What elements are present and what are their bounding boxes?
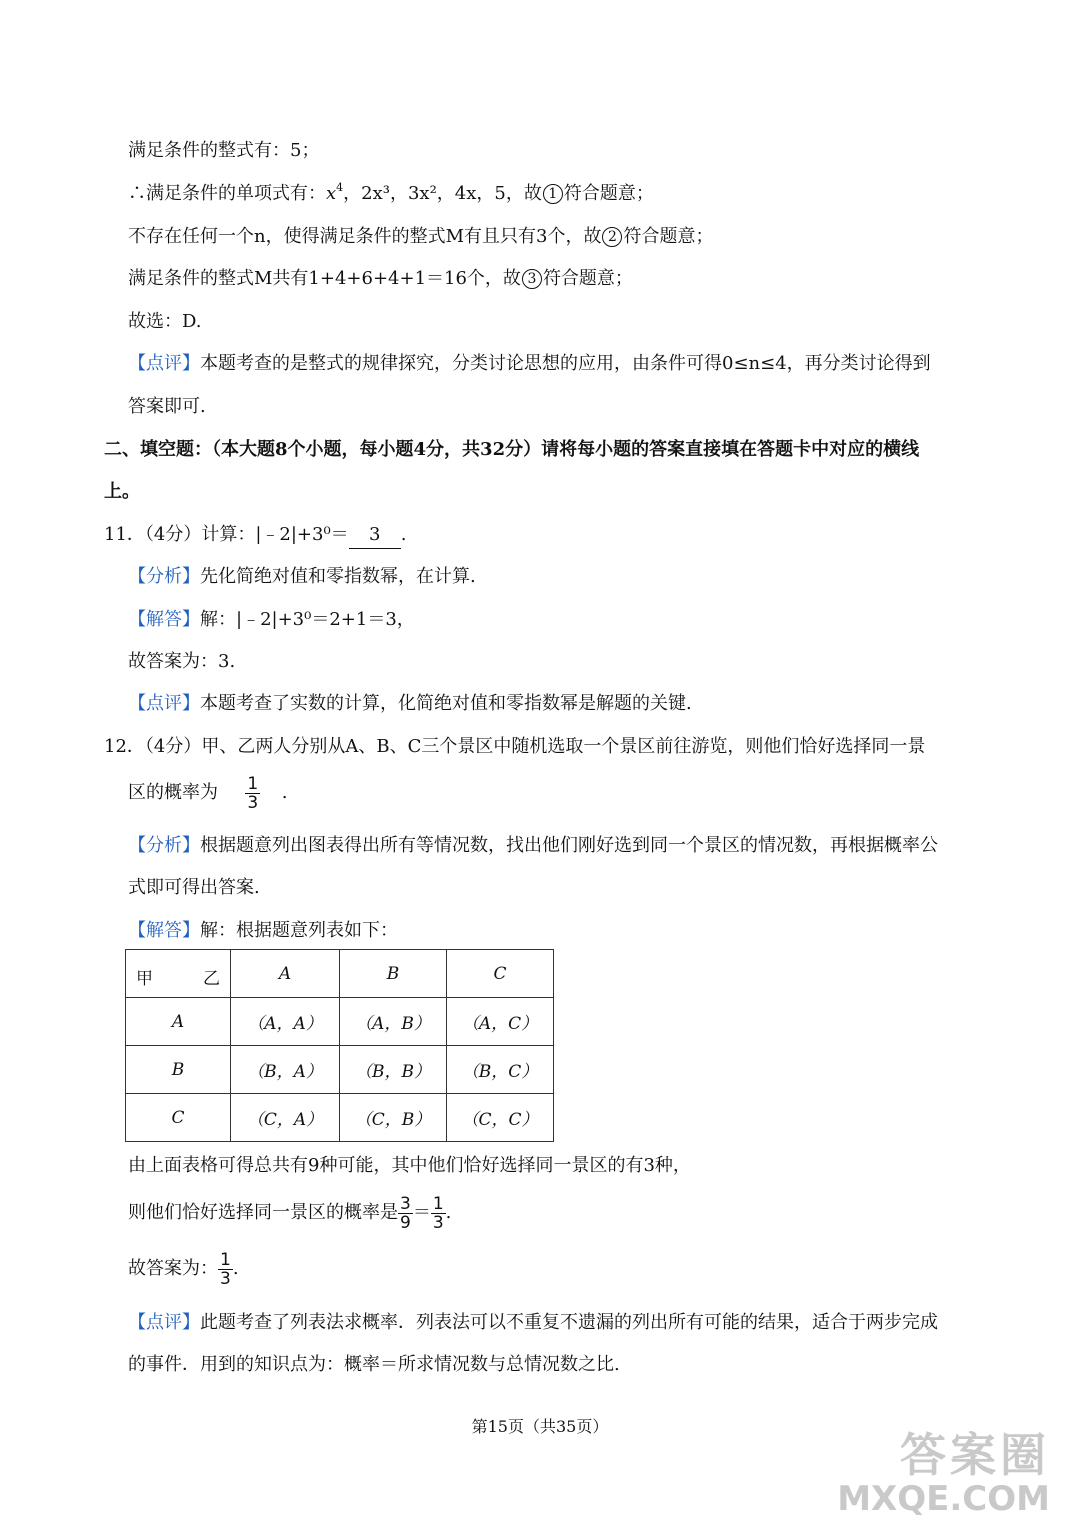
fraction xyxy=(245,775,260,812)
text-line: 故选：D. xyxy=(128,311,202,332)
text-span: 区的概率为 xyxy=(128,782,218,803)
page-footer: 第15页（共35页） xyxy=(471,1417,609,1436)
table-cell: （A，C） xyxy=(447,998,554,1046)
text-span: 本题考查的是整式的规律探究，分类讨论思想的应用，由条件可得0≤n≤4，再分类讨论得到 xyxy=(200,353,931,374)
text-span: 符合题意； xyxy=(623,226,714,247)
text-span: 符合题意； xyxy=(563,183,654,204)
text-span: 解：根据题意列表如下： xyxy=(200,920,398,941)
text-line: 式即可得出答案. xyxy=(128,877,260,898)
text-span: 符合题意； xyxy=(542,268,633,289)
denominator: 3 xyxy=(247,792,259,813)
solution-tag: 【解答】 xyxy=(128,609,200,630)
table-cell: （A，A） xyxy=(231,998,340,1046)
answer-blank xyxy=(224,772,282,814)
text-line: 则他们恰好选择同一景区的概率是 $\frac{3}{9}$ ＝ $\frac{1}{3}$ . xyxy=(128,1193,452,1233)
question-text: 11．（4分）计算：|﹣2|+3⁰＝ xyxy=(104,524,349,545)
row-header: C xyxy=(126,1094,231,1142)
table-cell: （B，C） xyxy=(447,1046,554,1094)
probability-table xyxy=(125,949,554,1142)
column-header: A xyxy=(231,950,340,998)
analysis-tag: 【分析】 xyxy=(128,835,200,856)
watermark-bottom: MXQE.COM xyxy=(837,1479,1050,1519)
corner-cell xyxy=(126,950,231,998)
text-line xyxy=(128,224,713,250)
comment-tag: 【点评】 xyxy=(128,693,200,714)
fraction xyxy=(431,1195,446,1232)
numerator: 3 xyxy=(400,1193,411,1214)
section-title: 二、填空题：（本大题8个小题，每小题4分，共32分）请将每小题的答案直接填在答题卡中对应的横线 xyxy=(104,439,920,460)
text-span: 此题考查了列表法求概率．列表法可以不重复不遗漏的列出所有可能的结果，适合于两步完成 xyxy=(200,1312,938,1333)
text-line: 故答案为： $\frac{1}{3}$ . xyxy=(128,1249,239,1289)
table-cell: （B，A） xyxy=(231,1046,340,1094)
text-span: ∴满足条件的单项式有： xyxy=(128,183,326,204)
table-row xyxy=(126,998,554,1046)
text-line xyxy=(128,266,633,292)
text-line: 由上面表格可得总共有9种可能，其中他们恰好选择同一景区的有3种， xyxy=(128,1155,691,1176)
text-span: 则他们恰好选择同一景区的概率是 xyxy=(128,1202,398,1223)
comment-line xyxy=(128,691,692,717)
question-12: 12．（4分）甲、乙两人分别从A、B、C三个景区中随机选取一个景区前往游览，则他们恰好选择同一景 xyxy=(104,736,926,757)
text-span: 解：|﹣2|+3⁰＝2+1＝3， xyxy=(200,609,415,630)
text-line: 的事件．用到的知识点为：概率＝所求情况数与总情况数之比. xyxy=(128,1354,620,1375)
table-row xyxy=(126,1046,554,1094)
text-line: 满足条件的整式有：5； xyxy=(128,140,320,161)
table-header-row xyxy=(126,950,554,998)
text-span: 根据题意列出图表得出所有等情况数，找出他们刚好选到同一个景区的情况数，再根据概率公 xyxy=(200,835,938,856)
circled-number: 3 xyxy=(522,269,542,289)
header-right: 乙 xyxy=(203,969,220,989)
row-header: A xyxy=(126,998,231,1046)
analysis-line xyxy=(128,564,476,590)
fraction xyxy=(398,1195,413,1232)
denominator: 9 xyxy=(400,1212,411,1233)
numerator: 1 xyxy=(432,1193,444,1214)
table-cell: （A，B） xyxy=(340,998,447,1046)
text-span: 先化简绝对值和零指数幂，在计算. xyxy=(200,566,476,587)
table-cell: （C，C） xyxy=(447,1094,554,1142)
text-span: ，2x³，3x²，4x，5，故 xyxy=(343,183,542,204)
denominator: 3 xyxy=(432,1212,444,1233)
table-row xyxy=(126,1094,554,1142)
answer-blank: 3 xyxy=(349,522,401,549)
column-header: B xyxy=(340,950,447,998)
solution-tag: 【解答】 xyxy=(128,920,200,941)
comment-line xyxy=(128,351,931,377)
header-left: 甲 xyxy=(136,969,153,989)
text-line: 答案即可. xyxy=(128,396,206,417)
table-cell: （C，B） xyxy=(340,1094,447,1142)
analysis-tag: 【分析】 xyxy=(128,566,200,587)
question-12-cont: 区的概率为 $\frac{1}{3}$ . xyxy=(128,773,288,813)
numerator: 1 xyxy=(220,1249,231,1270)
comment-line xyxy=(128,1310,938,1336)
text-line: 故答案为：3. xyxy=(128,651,236,672)
circled-number: 2 xyxy=(602,227,622,247)
analysis-line xyxy=(128,833,938,859)
table-cell: （C，A） xyxy=(231,1094,340,1142)
fraction xyxy=(218,1251,233,1288)
circled-number: 1 xyxy=(543,184,563,204)
text-span: 不存在任何一个n，使得满足条件的整式M有且只有3个，故 xyxy=(128,226,602,247)
row-header: B xyxy=(126,1046,231,1094)
text-span: 故答案为： xyxy=(128,1258,218,1279)
numerator: 1 xyxy=(247,773,259,794)
comment-tag: 【点评】 xyxy=(128,1312,200,1333)
table-cell: （B，B） xyxy=(340,1046,447,1094)
section-title-cont: 上。 xyxy=(104,481,140,502)
denominator: 3 xyxy=(220,1268,231,1289)
solution-line xyxy=(128,607,415,633)
question-11: 11．（4分）计算：|﹣2|+3⁰＝ 3 . xyxy=(104,522,406,549)
text-line: ∴满足条件的单项式有：$x^4$，2x³，3x²，4x，5，故 1 符合题意； xyxy=(128,181,654,204)
watermark-top: 答案圈 xyxy=(900,1428,1050,1482)
comment-tag: 【点评】 xyxy=(128,353,200,374)
solution-line xyxy=(128,918,398,944)
text-span: 本题考查了实数的计算，化简绝对值和零指数幂是解题的关键. xyxy=(200,693,692,714)
watermark-logo xyxy=(837,1430,1050,1518)
text-span: 满足条件的整式M共有1+4+6+4+1＝16个，故 xyxy=(128,268,521,289)
column-header: C xyxy=(447,950,554,998)
